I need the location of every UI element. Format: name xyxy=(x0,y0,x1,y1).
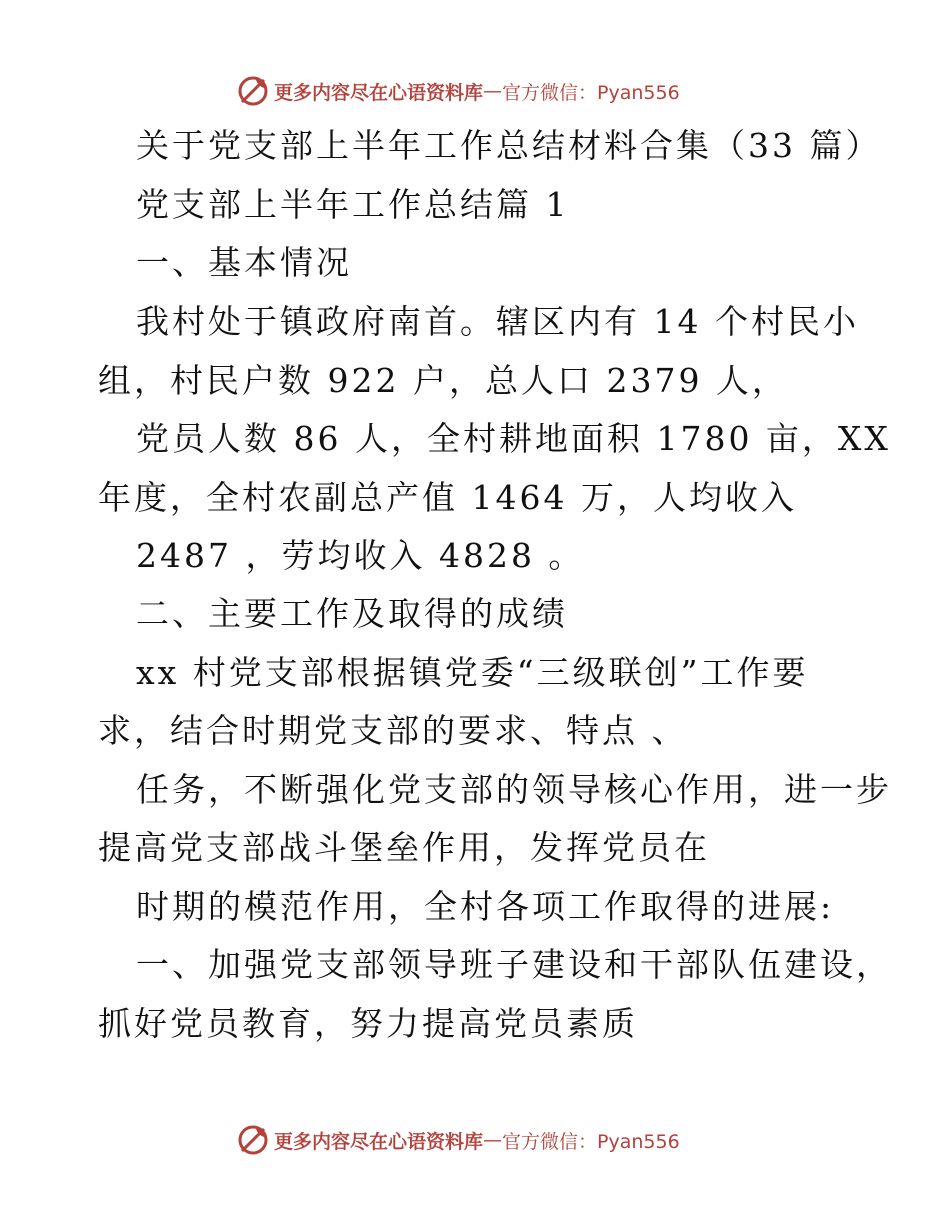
watermark-contact: 官方微信：Pyan556 xyxy=(502,1130,680,1153)
paragraph-line: 我村处于镇政府南首。辖区内有 14 个村民小 xyxy=(136,302,859,341)
paragraph-line: xx 村党支部根据镇党委“三级联创”工作要 xyxy=(136,653,809,692)
watermark-site-text: 更多内容尽在心语资料库 xyxy=(274,1130,484,1153)
paragraph-line: 2487 ，劳均收入 4828 。 xyxy=(136,536,585,575)
paragraph-line: 年度，全村农副总产值 1464 万，人均收入 xyxy=(98,478,797,517)
paragraph-line: 求，结合时期党支部的要求、特点 、 xyxy=(98,711,688,750)
watermark-separator: — xyxy=(483,1129,503,1151)
heading-basic-situation: 一、基本情况 xyxy=(136,243,352,282)
footer-watermark xyxy=(236,1123,680,1157)
paragraph-line: 时期的模范作用，全村各项工作取得的进展: xyxy=(136,887,835,926)
paragraph-line: 组，村民户数 922 户，总人口 2379 人， xyxy=(98,361,788,400)
paragraph-line: 党员人数 86 人，全村耕地面积 1780 亩，XX xyxy=(136,419,891,458)
section-title: 党支部上半年工作总结篇 1 xyxy=(136,185,570,224)
paragraph-line: 任务，不断强化党支部的领导核心作用，进一步 xyxy=(136,770,892,809)
paragraph-line: 提高党支部战斗堡垒作用，发挥党员在 xyxy=(98,828,710,867)
quill-logo-icon xyxy=(236,1123,270,1157)
quill-logo-icon xyxy=(236,74,270,108)
document-title: 关于党支部上半年工作总结材料合集（33 篇） xyxy=(136,126,882,165)
watermark-contact: 官方微信：Pyan556 xyxy=(502,81,680,104)
header-watermark xyxy=(236,74,680,108)
watermark-site-text: 更多内容尽在心语资料库 xyxy=(274,81,484,104)
watermark-separator: — xyxy=(483,80,503,102)
paragraph-line: 抓好党员教育，努力提高党员素质 xyxy=(98,1004,638,1043)
heading-main-work: 二、主要工作及取得的成绩 xyxy=(136,594,568,633)
paragraph-line: 一、加强党支部领导班子建设和干部队伍建设， xyxy=(136,945,892,984)
